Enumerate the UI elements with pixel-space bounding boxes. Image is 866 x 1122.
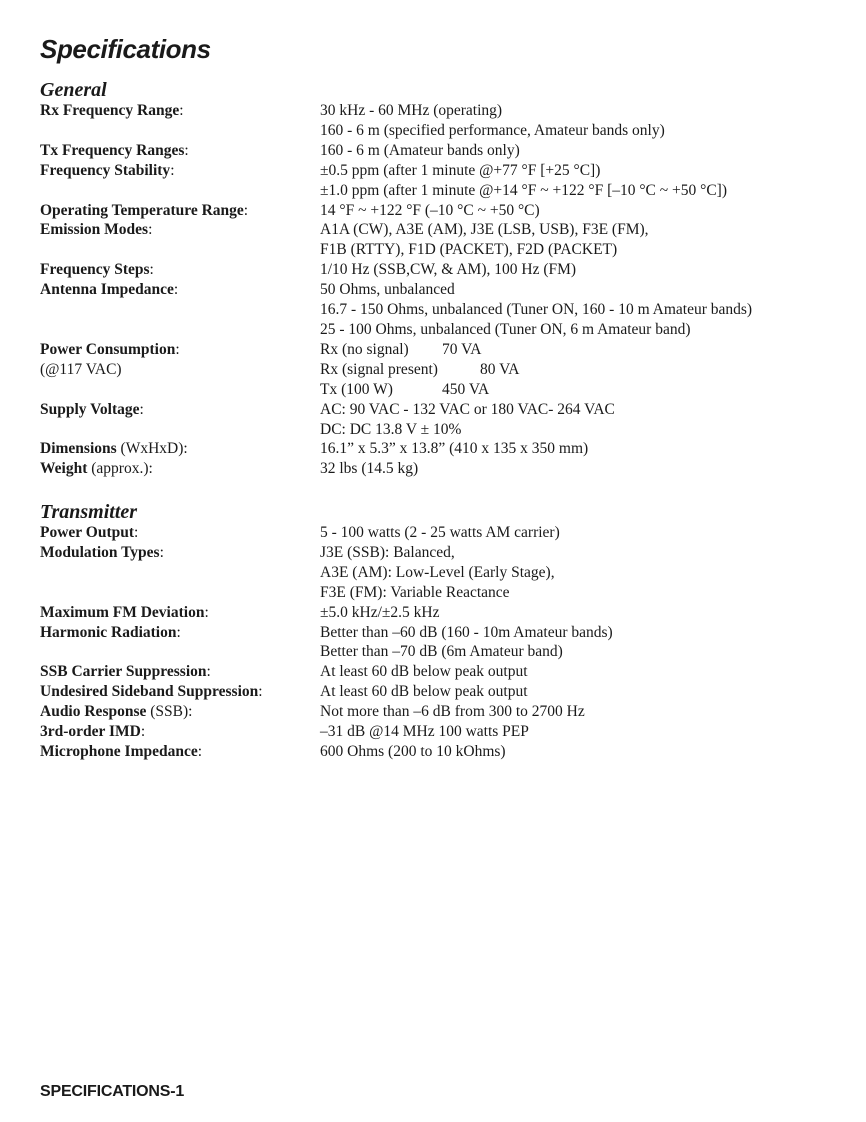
spec-label-suffix: : <box>134 524 139 541</box>
spec-label-suffix: : <box>148 221 153 239</box>
spec-value-pair <box>320 360 830 380</box>
spec-value-line: ±0.5 ppm (after 1 minute @+77 °F [+25 °C]) <box>320 161 601 179</box>
spec-label-name: Supply Voltage <box>40 400 140 418</box>
spec-label-name: SSB Carrier Suppression <box>40 663 207 681</box>
page-title: Specifications <box>40 34 211 64</box>
spec-value-line: 32 lbs (14.5 kg) <box>320 460 419 478</box>
spec-values <box>320 101 830 141</box>
spec-values <box>320 280 830 340</box>
spec-label-suffix: : <box>204 603 209 621</box>
spec-label <box>40 439 320 459</box>
spec-row <box>40 662 830 682</box>
spec-label-name: Rx Frequency Range <box>40 102 180 119</box>
spec-label-suffix: (approx.): <box>87 460 153 478</box>
spec-label-suffix: : <box>179 102 184 119</box>
spec-pair-name: Rx (no signal) <box>320 340 409 358</box>
spec-label <box>40 523 320 543</box>
spec-values <box>320 682 830 702</box>
spec-label <box>40 340 320 400</box>
spec-label-suffix: : <box>159 543 164 561</box>
spec-row <box>40 523 830 543</box>
spec-value-line: AC: 90 VAC - 132 VAC or 180 VAC- 264 VAC <box>320 400 615 418</box>
spec-row <box>40 682 830 702</box>
spec-label-suffix: : <box>184 141 189 159</box>
spec-value-line: F3E (FM): Variable Reactance <box>320 583 510 601</box>
spec-label-name: Emission Modes <box>40 221 149 239</box>
page-footer: SPECIFICATIONS-1 <box>40 1083 185 1100</box>
spec-values <box>320 161 830 201</box>
spec-label-name: Power Consumption <box>40 340 176 358</box>
spec-label-name: 3rd-order IMD <box>40 723 141 741</box>
spec-value-line: F1B (RTTY), F1D (PACKET), F2D (PACKET) <box>320 241 618 259</box>
spec-row <box>40 161 830 201</box>
spec-label <box>40 543 320 603</box>
spec-row <box>40 141 830 161</box>
spec-label-suffix: : <box>176 623 181 641</box>
spec-label <box>40 682 320 702</box>
spec-row <box>40 280 830 340</box>
spec-value-line: 16.7 - 150 Ohms, unbalanced (Tuner ON, 160 - 10 m Amateur bands) <box>320 301 753 319</box>
spec-label-name: Dimensions <box>40 440 117 458</box>
spec-value-line: 25 - 100 Ohms, unbalanced (Tuner ON, 6 m Amateur band) <box>320 320 691 338</box>
spec-values <box>320 742 830 762</box>
spec-values <box>320 260 830 280</box>
spec-label-name: Power Output <box>40 524 135 541</box>
spec-label <box>40 742 320 762</box>
spec-label-suffix: (WxHxD): <box>116 440 188 458</box>
spec-values <box>320 623 830 663</box>
spec-row <box>40 260 830 280</box>
spec-values <box>320 702 830 722</box>
spec-label-name: Operating Temperature Range <box>40 201 244 219</box>
spec-table <box>40 523 830 762</box>
spec-values <box>320 400 830 440</box>
spec-value-line: DC: DC 13.8 V ± 10% <box>320 420 462 438</box>
spec-label-name: Audio Response <box>40 703 147 721</box>
spec-values <box>320 543 830 603</box>
spec-value-line: 1/10 Hz (SSB,CW, & AM), 100 Hz (FM) <box>320 261 577 279</box>
spec-label-suffix: (SSB): <box>146 703 193 721</box>
spec-label-name: Frequency Stability <box>40 161 171 179</box>
spec-label <box>40 623 320 663</box>
spec-row <box>40 603 830 623</box>
spec-label-name: Modulation Types <box>40 543 160 561</box>
spec-row <box>40 742 830 762</box>
spec-row <box>40 459 830 479</box>
spec-row <box>40 201 830 221</box>
spec-label-name: Tx Frequency Ranges <box>40 141 185 159</box>
spec-label-name: Frequency Steps <box>40 261 150 279</box>
spec-value-line: Better than –60 dB (160 - 10m Amateur bands) <box>320 623 613 641</box>
spec-value-line: A1A (CW), A3E (AM), J3E (LSB, USB), F3E (FM), <box>320 221 649 239</box>
spec-label-name: Microphone Impedance <box>40 742 198 760</box>
spec-value-line: 600 Ohms (200 to 10 kOhms) <box>320 742 506 760</box>
spec-value-line: 16.1” x 5.3” x 13.8” (410 x 135 x 350 mm) <box>320 440 589 458</box>
spec-values <box>320 662 830 682</box>
spec-label <box>40 161 320 201</box>
spec-value-line: J3E (SSB): Balanced, <box>320 543 455 561</box>
spec-value-line: –31 dB @14 MHz 100 watts PEP <box>320 723 529 741</box>
spec-value-line: 5 - 100 watts (2 - 25 watts AM carrier) <box>320 524 560 541</box>
spec-label-suffix: : <box>170 161 175 179</box>
spec-row <box>40 220 830 260</box>
spec-row <box>40 543 830 603</box>
spec-values <box>320 201 830 221</box>
section-general <box>40 79 830 479</box>
spec-values <box>320 340 830 400</box>
spec-value-line: 50 Ohms, unbalanced <box>320 281 455 299</box>
spec-label <box>40 101 320 141</box>
section-heading: Transmitter <box>40 501 138 523</box>
spec-label <box>40 141 320 161</box>
spec-value-line: A3E (AM): Low-Level (Early Stage), <box>320 563 555 581</box>
spec-value-line: 160 - 6 m (specified performance, Amateur bands only) <box>320 121 665 139</box>
spec-pair-name: Rx (signal present) <box>320 360 438 378</box>
spec-label-suffix: : <box>243 201 249 219</box>
section-heading: General <box>40 79 107 101</box>
spec-label-name: Maximum FM Deviation <box>40 603 205 621</box>
spec-label <box>40 220 320 260</box>
spec-row <box>40 400 830 440</box>
spec-value-pair <box>320 380 830 400</box>
spec-label-name: Antenna Impedance <box>40 281 174 299</box>
spec-label <box>40 662 320 682</box>
spec-label-suffix: : <box>175 340 180 358</box>
spec-row <box>40 340 830 400</box>
spec-label <box>40 702 320 722</box>
spec-label-suffix: : <box>197 742 203 760</box>
spec-value-line: 14 °F ~ +122 °F (–10 °C ~ +50 °C) <box>320 201 540 219</box>
spec-sublabel: (@117 VAC) <box>40 360 122 378</box>
spec-values <box>320 141 830 161</box>
spec-pair-name: Tx (100 W) <box>320 380 393 398</box>
spec-value-line: ±5.0 kHz/±2.5 kHz <box>320 603 440 621</box>
spec-value-line: Not more than –6 dB from 300 to 2700 Hz <box>320 703 585 721</box>
spec-label-suffix: : <box>258 683 263 701</box>
spec-values <box>320 603 830 623</box>
spec-label-suffix: : <box>139 400 144 418</box>
spec-pair-value: 80 VA <box>480 360 520 378</box>
section-transmitter <box>40 501 830 762</box>
spec-label-suffix: : <box>173 281 179 299</box>
spec-label <box>40 280 320 340</box>
spec-row <box>40 101 830 141</box>
spec-values <box>320 439 830 459</box>
spec-row <box>40 702 830 722</box>
spec-pair-value: 70 VA <box>442 340 482 358</box>
spec-value-line: ±1.0 ppm (after 1 minute @+14 °F ~ +122 °F [–10 °C ~ +50 °C]) <box>320 181 728 199</box>
spec-label-suffix: : <box>206 663 211 681</box>
spec-value-line: At least 60 dB below peak output <box>320 683 528 701</box>
spec-label <box>40 201 320 221</box>
spec-row <box>40 439 830 459</box>
spec-label <box>40 459 320 479</box>
spec-label-name: Weight <box>40 460 88 478</box>
spec-label <box>40 603 320 623</box>
spec-label-name: Harmonic Radiation <box>40 623 177 641</box>
spec-row <box>40 623 830 663</box>
spec-label <box>40 722 320 742</box>
spec-values <box>320 459 830 479</box>
spec-value-line: 30 kHz - 60 MHz (operating) <box>320 102 503 119</box>
spec-value-line: 160 - 6 m (Amateur bands only) <box>320 141 520 159</box>
spec-label-suffix: : <box>140 723 146 741</box>
spec-table <box>40 101 830 479</box>
spec-values <box>320 523 830 543</box>
spec-pair-value: 450 VA <box>442 380 490 398</box>
spec-values <box>320 722 830 742</box>
spec-value-pair <box>320 340 830 360</box>
spec-label <box>40 260 320 280</box>
spec-label-name: Undesired Sideband Suppression <box>40 683 259 701</box>
spec-values <box>320 220 830 260</box>
spec-label-suffix: : <box>149 261 154 279</box>
spec-row <box>40 722 830 742</box>
spec-label <box>40 400 320 440</box>
spec-value-line: At least 60 dB below peak output <box>320 663 528 681</box>
spec-value-line: Better than –70 dB (6m Amateur band) <box>320 643 563 661</box>
